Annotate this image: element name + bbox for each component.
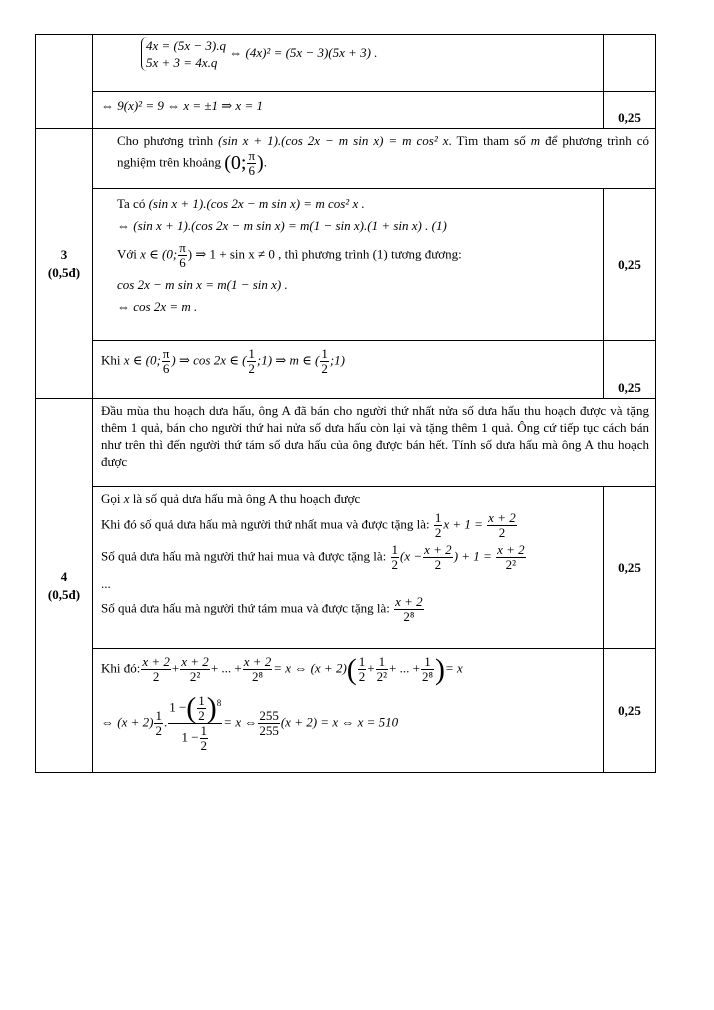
q3-final-fraction-half-1 — [247, 347, 256, 376]
q3-step3-suffix: ) ⇒ 1 + sin x ≠ 0 , thì phương trình (1) tương đương: — [187, 246, 462, 262]
q3-problem-suffix: để phương trình có nghiệm trên khoảng — [117, 133, 650, 170]
q4-k1-g2 — [376, 655, 388, 684]
frac-num: 1 — [424, 654, 431, 669]
frac-num: 1 — [391, 542, 399, 557]
frac-num: x + 2 — [181, 654, 209, 669]
q3-problem-m: m — [530, 133, 541, 148]
q3-interval-open: (0; — [224, 152, 247, 174]
q3-final-cell — [93, 341, 604, 399]
q4-s3-inner — [423, 543, 453, 572]
frac-num: x + 2 — [488, 510, 516, 525]
frac-den: 6 — [179, 255, 186, 270]
frac-den: 2² — [376, 669, 388, 684]
q2-conclusion-cell — [93, 92, 604, 129]
q4-s5-text: Số quả dưa hấu mà người thứ tám mua và được tặng là: — [101, 600, 390, 616]
q4-score-1: 0,25 — [604, 487, 656, 649]
q3-problem-equation: (sin x + 1).(cos 2x − m sin x) = m cos² x — [218, 133, 449, 148]
q4-k1-g1 — [358, 655, 367, 684]
system-brace — [141, 37, 226, 71]
q3-step3-fraction — [178, 241, 187, 270]
q4-s5-result — [394, 595, 424, 624]
q2-row-conclusion — [36, 92, 656, 129]
q3-step5: ⇔ cos 2x = m . — [117, 299, 198, 314]
q4-s3-half — [391, 543, 400, 572]
q4-s3 — [101, 543, 597, 572]
q4-k1-plus: + — [171, 660, 180, 676]
q4-s2-text: Khi đó số quả dưa hấu mà người thứ nhất mua và được tặng là: — [101, 516, 430, 532]
q4-k1-dots: + ... + — [210, 660, 242, 676]
q4-s2-term: x + 1 = — [443, 516, 483, 532]
q4-ellipsis: ... — [101, 576, 111, 591]
q3-final-fraction-half-2 — [320, 347, 329, 376]
q4-k2-ratio — [258, 709, 280, 738]
frac-num: x + 2 — [497, 542, 525, 557]
q3-number: 3 — [60, 246, 68, 262]
q4-k2-half — [154, 709, 163, 738]
frac-den: 255 — [259, 723, 279, 738]
q2-score: 0,25 — [604, 92, 656, 129]
frac-den: 2 — [198, 708, 205, 723]
frac-den: 2 — [200, 738, 208, 753]
frac-num: 1 — [434, 510, 442, 525]
q4-k2-end: (x + 2) = x ⇔ x = 510 — [280, 714, 399, 730]
q3-final-prefix: Khi — [101, 352, 121, 368]
q2-score-cell-1 — [604, 35, 656, 92]
q3-step1-prefix: Ta có — [117, 196, 146, 211]
frac-num: 1 — [198, 693, 205, 708]
frac-num: 1 — [378, 654, 386, 669]
q4-s1-var: x — [123, 491, 130, 506]
q3-interval-fraction — [247, 149, 256, 178]
q4-s1-suffix: là số quả dưa hấu mà ông A thu hoạch được — [132, 491, 361, 506]
q3-final-fraction-pi — [162, 347, 171, 376]
q4-number: 4 — [60, 568, 68, 584]
q4-s3-text: Số quả dưa hấu mà người thứ hai mua và được tặng là: — [101, 548, 387, 564]
q3-step2: ⇔ (sin x + 1).(cos 2x − m sin x) = m(1 − sin x).(1 + sin x) . (1) — [117, 218, 447, 233]
q3-solution-cell — [93, 189, 604, 341]
frac-num: x + 2 — [395, 594, 423, 609]
q3-points: (0,5đ) — [47, 264, 81, 280]
q3-score-2: 0,25 — [604, 341, 656, 399]
q4-k1-lparen: ( — [346, 653, 357, 686]
q3-final-end: ;1) — [329, 352, 345, 368]
q4-row-problem — [36, 399, 656, 487]
system-eq-1: 4x = (5x − 3).q — [146, 38, 226, 53]
q4-k2-den-half — [200, 724, 209, 753]
frac-num: 255 — [259, 708, 279, 723]
q4-score-2: 0,25 — [604, 649, 656, 773]
q3-problem-mid: . Tìm tham số — [448, 133, 526, 148]
frac-num: π — [248, 148, 256, 163]
frac-num: 1 — [155, 708, 162, 723]
q3-step3-in: x ∈ (0; — [140, 246, 178, 262]
q4-s3-result — [496, 543, 526, 572]
answer-table — [35, 34, 656, 773]
q4-row-solution — [36, 487, 656, 649]
q4-k1-g3 — [421, 655, 434, 684]
frac-num: π — [179, 240, 186, 255]
frac-num: 1 — [321, 346, 328, 361]
q3-step1-eq: (sin x + 1).(cos 2x − m sin x) = m cos² x . — [148, 196, 365, 211]
system-eq-2: 5x + 3 = 4x.q — [146, 55, 218, 70]
q4-s2-result — [487, 511, 517, 540]
q4-problem-text: Đầu mùa thu hoạch dưa hấu, ông A đã bán cho người thứ nhất nửa số dưa hấu thu hoạch được và tặng thêm 1 quả, bán cho người thứ hai nửa số dưa hấu còn lại và tặng thêm 1 quả. Ông cứ tiếp tục cách bán như trên thì đến người thứ tám số dưa hấu của ông được bán hết. Tính số dưa hấu mà ông A thu hoạch được — [101, 403, 649, 469]
q3-final-mid: ) ⇒ cos 2x ∈ ( — [171, 352, 247, 368]
frac-den: 2² — [180, 669, 210, 684]
frac-den: 6 — [248, 163, 255, 178]
q2-conclusion: ⇔ 9(x)² = 9 ⇔ x = ±1 ⇒ x = 1 — [101, 98, 263, 113]
q3-row-final — [36, 341, 656, 399]
q4-k2-start: ⇔ (x + 2) — [101, 714, 154, 730]
frac-den: 2 — [423, 557, 453, 572]
frac-den: 2⁸ — [243, 669, 273, 684]
q4-points: (0,5đ) — [47, 586, 81, 602]
q4-row-final — [36, 649, 656, 773]
frac-num: 1 — [358, 654, 366, 669]
q4-problem-cell — [93, 399, 656, 487]
frac-den: 2 — [155, 723, 162, 738]
q4-k1-dots-2: + ... + — [389, 660, 420, 676]
frac-den: 2 — [434, 525, 442, 540]
q3-step3 — [117, 241, 597, 270]
q4-k2-dot: . — [163, 714, 168, 730]
system-result: ⇔ (4x)² = (5x − 3)(5x + 3) . — [229, 44, 378, 60]
q4-k2-one-minus: 1 − — [169, 699, 187, 715]
q4-k1 — [101, 655, 597, 684]
q4-s3-open: (x − — [400, 548, 423, 564]
frac-den: 2 — [248, 361, 255, 376]
q4-k2-mid: = x ⇔ — [223, 714, 258, 730]
q4-k2-lp: ( — [186, 691, 197, 725]
q4-solution-cell — [93, 487, 604, 649]
q3-step4: cos 2x − m sin x = m(1 − sin x) . — [117, 277, 288, 292]
q4-k1-rparen: ) — [435, 653, 445, 686]
q3-problem-prefix: Cho phương trình — [117, 133, 214, 148]
q4-s3-close: ) + 1 = — [453, 548, 492, 564]
q2-system-cell — [93, 35, 604, 92]
frac-num: x + 2 — [142, 654, 170, 669]
q2-number-cell — [36, 35, 93, 129]
q2-row-system — [36, 35, 656, 92]
q4-s1 — [101, 490, 597, 508]
frac-den: 6 — [162, 361, 170, 376]
q3-final-mid2: ;1) ⇒ m ∈ ( — [256, 352, 320, 368]
q4-k1-f3 — [243, 655, 273, 684]
frac-den: 2 — [358, 669, 366, 684]
q3-interval-close: ) — [257, 152, 264, 174]
q4-k1-end: = x — [445, 660, 463, 676]
frac-den: 2 — [321, 361, 328, 376]
q3-number-cell — [36, 129, 93, 399]
q3-final-x: x ∈ (0; — [123, 352, 161, 368]
q4-k1-f2 — [180, 655, 210, 684]
q4-k-prefix: Khi đó: — [101, 660, 141, 676]
q4-final-cell — [93, 649, 604, 773]
q4-k2-big-fraction — [168, 691, 222, 753]
q4-k2-pow: 8 — [216, 698, 222, 709]
frac-den: 2⁸ — [394, 609, 424, 624]
q4-s2-half — [434, 511, 443, 540]
q4-number-cell — [36, 399, 93, 773]
q3-problem-cell: Cho phương trình (sin x + 1).(cos 2x − m sin x) = m cos² x. Tìm tham số m để phương trình có nghiệm trên khoảng (0; $\frac{\pi}{6}$ ). — [93, 129, 656, 189]
q3-row-problem — [36, 129, 656, 189]
frac-num: 1 — [248, 346, 255, 361]
q3-step3-prefix: Với — [117, 246, 137, 262]
q4-s2 — [101, 511, 597, 540]
frac-den: 2² — [496, 557, 526, 572]
frac-den: 2 — [391, 557, 399, 572]
frac-num: x + 2 — [243, 654, 272, 669]
q4-k1-plus-2: + — [367, 660, 375, 676]
q3-row-solution — [36, 189, 656, 341]
frac-den: 2 — [141, 669, 171, 684]
q4-k2-inner-half — [197, 694, 206, 723]
q4-s5 — [101, 595, 597, 624]
frac-den: 2 — [487, 525, 517, 540]
q3-step1 — [117, 193, 597, 215]
frac-num: 1 — [200, 723, 208, 738]
q3-score-1: 0,25 — [604, 189, 656, 341]
q4-k2-den-one-minus: 1 − — [181, 729, 199, 745]
q4-s1-prefix: Gọi — [101, 491, 121, 506]
frac-den: 2⁸ — [421, 669, 433, 684]
q4-k1-eq: = x ⇔ (x + 2) — [273, 660, 347, 676]
frac-num: x + 2 — [424, 542, 452, 557]
q4-k2 — [101, 691, 597, 753]
q4-k2-rp: ) — [206, 691, 217, 725]
q4-k1-f1 — [141, 655, 171, 684]
frac-num: π — [162, 346, 170, 361]
